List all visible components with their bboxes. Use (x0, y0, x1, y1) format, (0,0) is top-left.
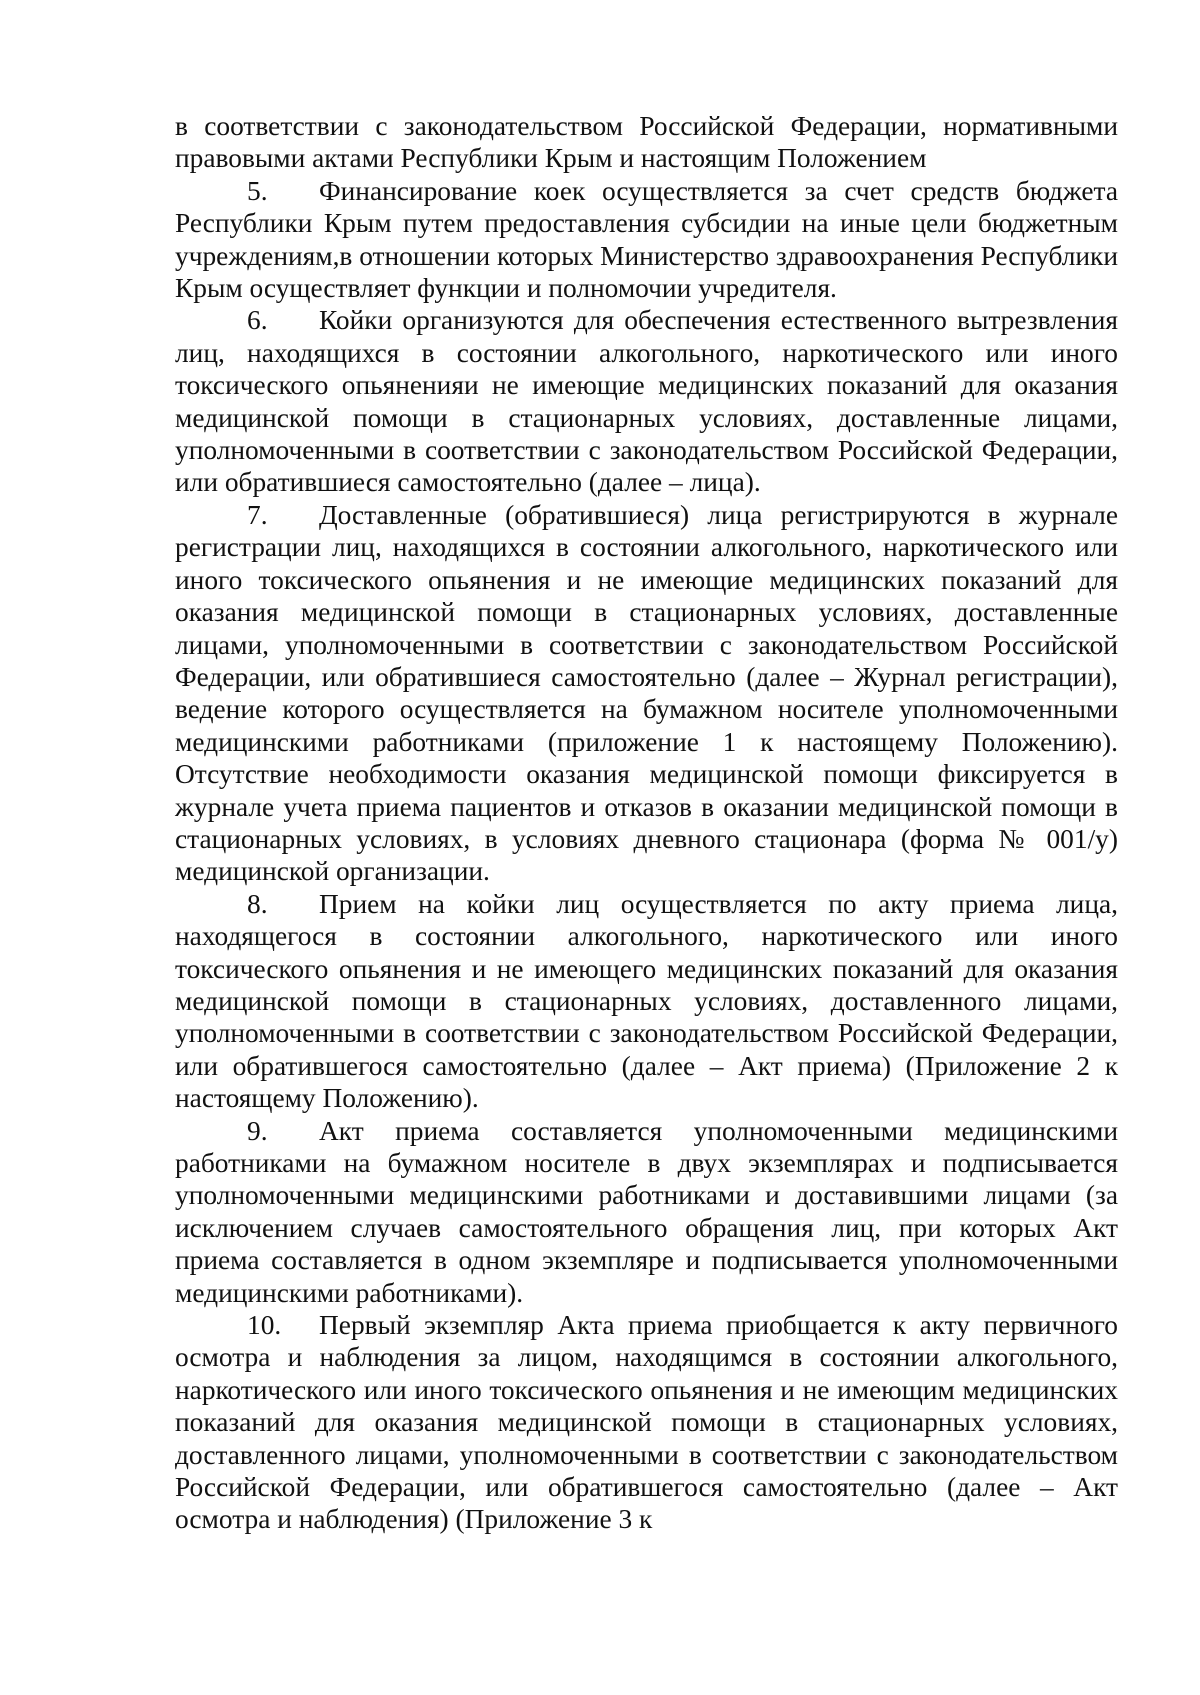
paragraph-text: Доставленные (обратившиеся) лица регистрируются в журнале регистрации лиц, находящихся в состоянии алкогольного, наркотического или иного токсического опьянения и не имеющие медицинских показаний для оказания медицинской помощи в стационарных условиях, доставленные лицами, уполномоченными в соответствии с законодательством Российской Федерации, или обратившиеся самостоятельно (далее – Журнал регистрации), ведение которого осуществляется на бумажном носителе уполномоченными медицинскими работниками (приложение 1 к настоящему Положению). Отсутствие необходимости оказания медицинской помощи фиксируется в журнале учета приема пациентов и отказов в оказании медицинской помощи в стационарных условиях, в условиях дневного стационара (форма № 001/у) медицинской организации. (175, 499, 1118, 887)
paragraph-text: Финансирование коек осуществляется за счет средств бюджета Республики Крым путем предоставления субсидии на иные цели бюджетным учреждениям,в отношении которых Министерство здравоохранения Республики Крым осуществляет функции и полномочии учредителя. (175, 175, 1118, 304)
paragraph-number: 9. (247, 1115, 268, 1146)
paragraph-10 (175, 1309, 1118, 1536)
document-body (175, 110, 1118, 1536)
paragraph-number: 5. (247, 175, 268, 206)
paragraph-text: Койки организуются для обеспечения естественного вытрезвления лиц, находящихся в состоянии алкогольного, наркотического или иного токсического опьяненияи не имеющие медицинских показаний для оказания медицинской помощи в стационарных условиях, доставленные лицами, уполномоченными в соответствии с законодательством Российской Федерации, или обратившиеся самостоятельно (далее – лица). (175, 305, 1118, 498)
paragraph-text: Прием на койки лиц осуществляется по акту приема лица, находящегося в состоянии алкогольного, наркотического или иного токсического опьянения и не имеющего медицинских показаний для оказания медицинской помощи в стационарных условиях, доставленного лицами, уполномоченными в соответствии с законодательством Российской Федерации, или обратившегося самостоятельно (далее – Акт приема) (Приложение 2 к настоящему Положению). (175, 888, 1118, 1114)
paragraph-8 (175, 888, 1118, 1115)
paragraph-number: 10. (247, 1310, 282, 1341)
paragraph-text: Акт приема составляется уполномоченными медицинскими работниками на бумажном носителе в двух экземплярах и подписывается уполномоченными медицинскими работниками и доставившими лицами (за исключением случаев самостоятельного обращения лиц, при которых Акт приема составляется в одном экземпляре и подписывается уполномоченными медицинскими работниками). (175, 1115, 1118, 1308)
paragraph-9 (175, 1115, 1118, 1309)
paragraph-continuation (175, 110, 1118, 175)
paragraph-5 (175, 175, 1118, 305)
paragraph-text: в соответствии с законодательством Российской Федерации, нормативными правовыми актами Республики Крым и настоящим Положением (175, 111, 1118, 174)
paragraph-number: 7. (247, 499, 268, 530)
paragraph-number: 8. (247, 888, 268, 919)
paragraph-text: Первый экземпляр Акта приема приобщается к акту первичного осмотра и наблюдения за лицом, находящимся в состоянии алкогольного, наркотического или иного токсического опьянения и не имеющим медицинских показаний для оказания медицинской помощи в стационарных условиях, доставленного лицами, уполномоченными в соответствии с законодательством Российской Федерации, или обратившегося самостоятельно (далее – Акт осмотра и наблюдения) (Приложение 3 к (175, 1310, 1118, 1535)
paragraph-6 (175, 304, 1118, 498)
paragraph-number: 6. (247, 305, 268, 336)
paragraph-7 (175, 499, 1118, 888)
